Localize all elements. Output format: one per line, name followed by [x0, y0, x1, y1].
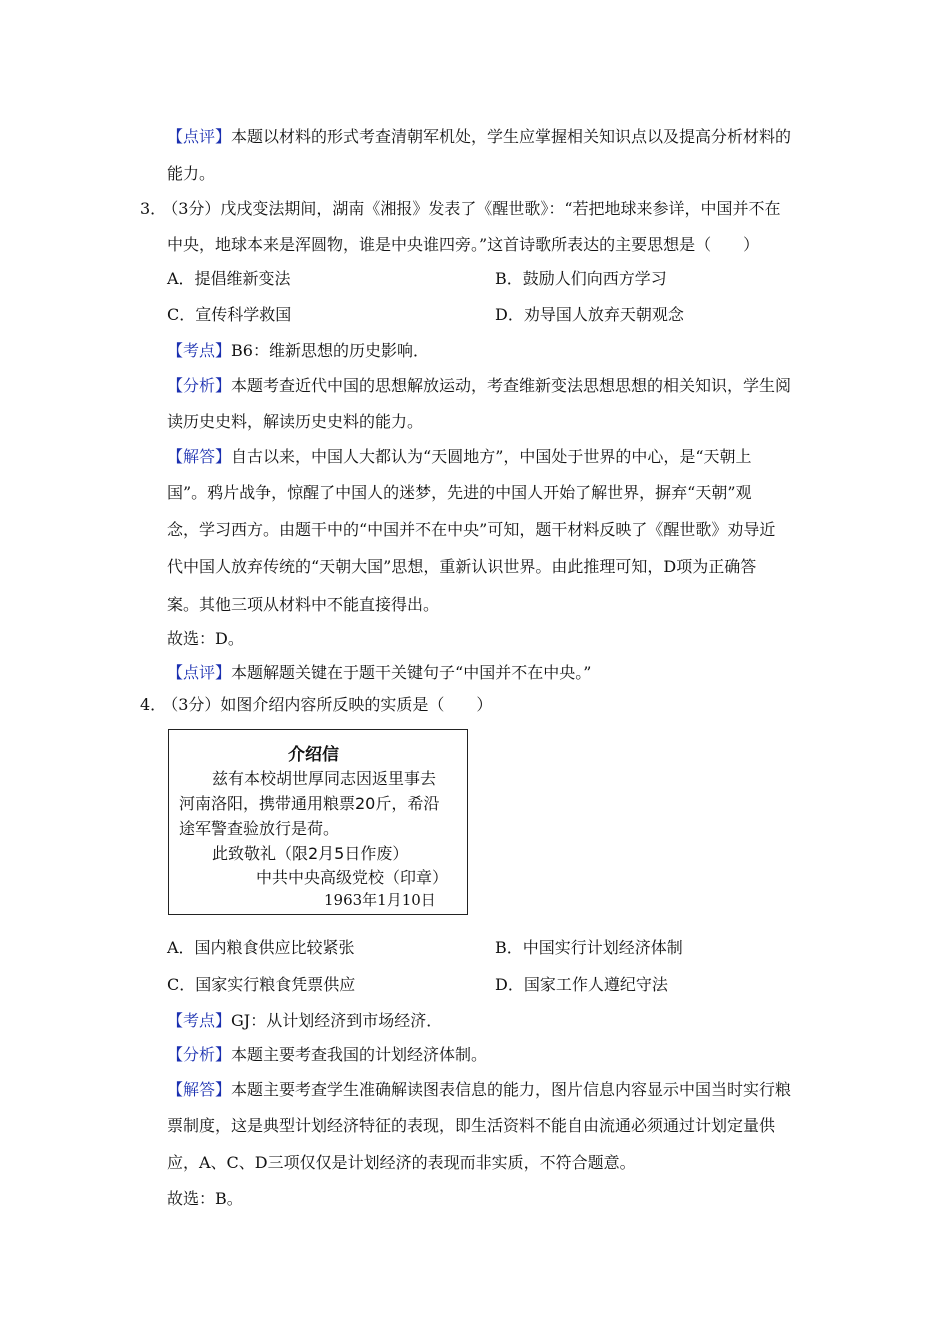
q4-answer: 故选：B。 — [167, 1189, 243, 1208]
q3-option-b[interactable]: B．鼓励人们向西方学习 — [495, 269, 667, 288]
q4-jieda-line1: 【解答】本题主要考查学生准确解读图表信息的能力，图片信息内容显示中国当时实行粮 — [167, 1080, 792, 1099]
kaodian-tag: 【考点】 — [167, 341, 232, 360]
q4-option-a[interactable]: A．国内粮食供应比较紧张 — [167, 938, 355, 957]
q4-kaodian: 【考点】GJ：从计划经济到市场经济． — [167, 1011, 443, 1030]
letter-line3: 途军警查验放行是荷。 — [179, 819, 340, 838]
q3-jieda-line1: 【解答】自古以来，中国人大都认为“天圆地方”，中国处于世界的中心，是“天朝上 — [167, 447, 752, 466]
letter-line4: 此致敬礼（限2月5日作废） — [212, 844, 409, 863]
kaodian-tag: 【考点】 — [167, 1011, 232, 1030]
fenxi-tag: 【分析】 — [167, 1045, 232, 1064]
q3-kaodian: 【考点】B6：维新思想的历史影响． — [167, 341, 429, 360]
q3-dianping: 【点评】本题解题关键在于题干关键句子“中国并不在中央。” — [167, 663, 592, 682]
q3-jieda-line2: 国”。鸦片战争，惊醒了中国人的迷梦，先进的中国人开始了解世界，摒弃“天朝”观 — [167, 483, 752, 502]
comment-tag: 【点评】 — [167, 127, 232, 146]
q3-option-c[interactable]: C．宣传科学救国 — [167, 305, 292, 324]
dianping-tag: 【点评】 — [167, 663, 232, 682]
q3-stem-line2: 中央，地球本来是浑圆物，谁是中央谁四旁。”这首诗歌所表达的主要思想是（ ） — [167, 235, 760, 254]
q2-comment-line1: 【点评】本题以材料的形式考查清朝军机处，学生应掌握相关知识点以及提高分析材料的 — [167, 127, 792, 146]
q3-fenxi-line2: 读历史史料，解读历史史料的能力。 — [167, 412, 424, 431]
q4-jieda-line2: 票制度，这是典型计划经济特征的表现，即生活资料不能自由流通必须通过计划定量供 — [167, 1116, 776, 1135]
q4-stem: 4． （3分）如图介绍内容所反映的实质是（ ） — [140, 695, 493, 714]
q4-option-d[interactable]: D．国家工作人遵纪守法 — [495, 975, 668, 994]
letter-date: 1963年1月10日 — [324, 891, 436, 909]
jieda-tag: 【解答】 — [167, 447, 232, 466]
question-number: 3． — [140, 199, 167, 218]
letter-line1: 兹有本校胡世厚同志因返里事去 — [212, 769, 437, 788]
fenxi-tag: 【分析】 — [167, 376, 232, 395]
introduction-letter-image — [168, 729, 468, 915]
q2-comment-line2: 能力。 — [167, 164, 216, 183]
q4-jieda-line3: 应，A、C、D三项仅仅是计划经济的表现而非实质，不符合题意。 — [167, 1153, 636, 1172]
q3-jieda-line5: 案。其他三项从材料中不能直接得出。 — [167, 595, 440, 614]
letter-line5: 中共中央高级党校（印章） — [256, 868, 449, 887]
q3-option-d[interactable]: D．劝导国人放弃天朝观念 — [495, 305, 684, 324]
letter-title: 介绍信 — [288, 745, 339, 765]
q3-answer: 故选：D。 — [167, 629, 244, 648]
letter-line2: 河南洛阳，携带通用粮票20斤，希沿 — [179, 794, 440, 813]
q3-jieda-line3: 念，学习西方。由题干中的“中国并不在中央”可知，题干材料反映了《醒世歌》劝导近 — [167, 520, 776, 539]
q3-stem-line1: 3． （3分）戊戌变法期间，湖南《湘报》发表了《醒世歌》：“若把地球来参详，中国并不在 — [140, 199, 781, 218]
q3-jieda-line4: 代中国人放弃传统的“天朝大国”思想，重新认识世界。由此推理可知，D项为正确答 — [167, 557, 757, 576]
q3-fenxi-line1: 【分析】本题考查近代中国的思想解放运动，考查维新变法思想思想的相关知识，学生阅 — [167, 376, 792, 395]
q3-option-a[interactable]: A．提倡维新变法 — [167, 269, 291, 288]
q4-option-c[interactable]: C．国家实行粮食凭票供应 — [167, 975, 356, 994]
q4-fenxi: 【分析】本题主要考查我国的计划经济体制。 — [167, 1045, 488, 1064]
jieda-tag: 【解答】 — [167, 1080, 232, 1099]
q4-option-b[interactable]: B．中国实行计划经济体制 — [495, 938, 683, 957]
question-number: 4． — [140, 695, 167, 714]
